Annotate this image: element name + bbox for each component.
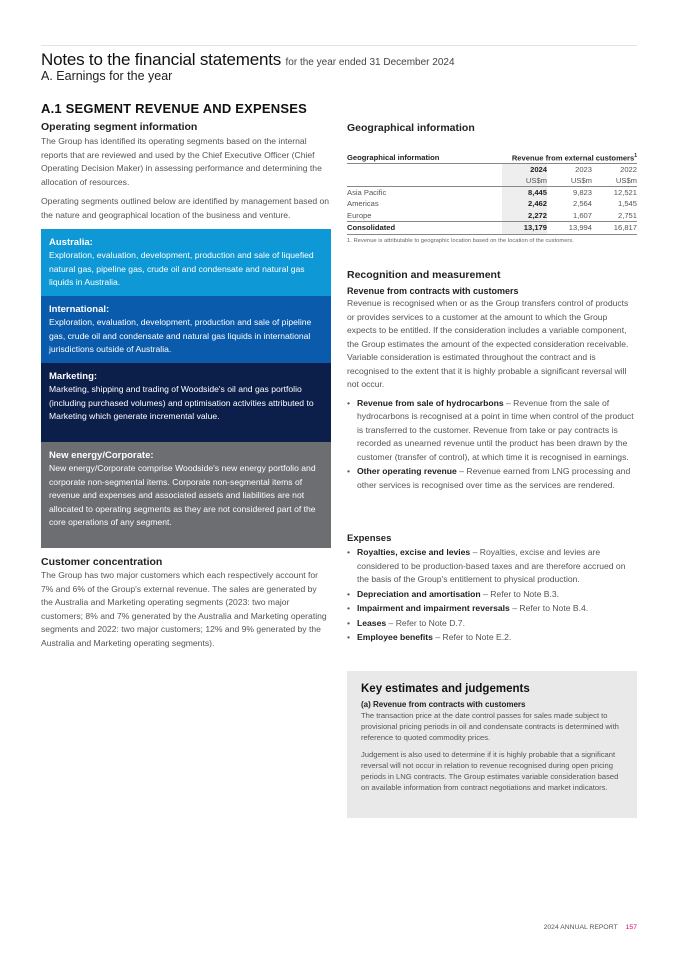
total-2024: 13,179	[502, 221, 547, 234]
recognition-subheading: Revenue from contracts with customers	[347, 286, 519, 296]
segment-title: New energy/Corporate:	[49, 450, 154, 461]
key-estimates-para-1: The transaction price at the date control passes for sales made subject to provisional pricing periods in oil and condensate contracts is determined with reference to quoted commodity prices.	[361, 711, 619, 743]
table-total-row	[347, 221, 637, 234]
list-item-term: Depreciation and amortisation	[357, 588, 481, 599]
list-item-term: Royalties, excise and levies	[357, 547, 471, 557]
segment-marketing	[41, 363, 331, 442]
list-item	[347, 465, 637, 492]
table-header-row	[347, 152, 637, 164]
recognition-para: Revenue is recognised when or as the Group transfers control of products or provides services to a customer at the amount to which the Group expects to be entitled. If the consideration includes a variable component, the Group estimates the amount of the expected consideration receivable. Variable consideration is estimated throughout the contract and is recognised to the extent that it is highly probable a significant reversal will not occur.	[347, 298, 629, 389]
unit-2024: US$m	[502, 175, 547, 187]
revenue-header	[502, 152, 637, 164]
list-item	[347, 588, 637, 602]
segment-text: Exploration, evaluation, development, production and sale of pipeline gas, crude oil and condensate and natural gas liquids in international jurisdictions outside of Australia.	[49, 317, 312, 354]
year-2022: 2022	[620, 165, 637, 174]
row-label: Americas	[347, 199, 379, 209]
unit-2023: US$m	[547, 175, 592, 187]
section-title: A.1 SEGMENT REVENUE AND EXPENSES	[41, 101, 307, 116]
cell-2022: 1,545	[617, 199, 637, 209]
segment-title: Australia:	[49, 237, 93, 248]
customer-concentration-para: The Group has two major customers which each respectively account for 7% and 6% of the Group's external revenue. The sales are generated by the Australia and Marketing operating segments (2023: two major customers; 8% and 7% generated by the Australia and Marketing operating segments and 2022: two major customers; 12% and 9% generated by the Australia and Marketing operating segments).	[41, 570, 327, 648]
total-2023: 13,994	[547, 221, 592, 234]
list-item-term: Impairment and impairment reversals	[357, 603, 510, 613]
geographical-section	[347, 122, 637, 244]
list-item	[347, 397, 637, 465]
cell-2023: 9,823	[572, 188, 592, 197]
list-item-text: – Refer to Note B.4.	[509, 603, 589, 613]
table-unit-row	[347, 175, 637, 187]
key-estimates-box	[347, 671, 637, 818]
segment-title: Marketing:	[49, 371, 98, 382]
page-number: 157	[625, 924, 637, 931]
key-estimates-title: Key estimates and judgements	[361, 683, 530, 695]
page-footer	[544, 924, 637, 931]
segment-australia	[41, 229, 331, 296]
report-name: 2024 ANNUAL REPORT	[543, 924, 618, 931]
segment-text: Exploration, evaluation, development, production and sale of liquefied natural gas, pipeline gas, crude oil and condensate and natural gas liquids in Australia.	[49, 250, 314, 287]
year-2023: 2023	[575, 165, 592, 174]
table-footnote: 1. Revenue is attributable to geographic location based on the location of the customers.	[347, 237, 574, 244]
table-year-row	[347, 164, 637, 176]
cell-2024: 2,272	[502, 210, 547, 222]
list-item-text: – Refer to Note E.2.	[432, 632, 512, 642]
geographical-table	[347, 152, 637, 235]
page-subtitle: A. Earnings for the year	[41, 69, 173, 83]
cell-2023: 1,607	[572, 210, 592, 220]
list-item-term: Leases	[357, 617, 387, 628]
operating-segment-para-1: The Group has identified its operating segments based on the internal reports that are reviewed and used by the Chief Executive Officer (Chief Operating Decision Maker) in assessing performance and determining the allocation of resources.	[41, 136, 322, 187]
segment-text: Marketing, shipping and trading of Woodside's oil and gas portfolio (including purchased volumes) and optimisation activities attributed to Marketing which generate incremental value.	[49, 384, 314, 421]
page-title	[41, 50, 455, 70]
revenue-header-text: Revenue from external customers	[511, 153, 635, 163]
list-item-text: – Refer to Note D.7.	[386, 617, 465, 628]
total-2022: 16,817	[592, 221, 637, 234]
page-period: for the year ended 31 December 2024	[285, 57, 455, 68]
segment-international	[41, 296, 331, 363]
header-rule	[41, 45, 637, 46]
expenses-list	[347, 546, 637, 645]
list-item-term: Employee benefits	[357, 632, 433, 642]
segment-text: New energy/Corporate comprise Woodside's new energy portfolio and corporate non-segmental items. Corporate non-segmental items of revenue and expenses and associated assets and liabilities are not allocated to operating segments as they are not considered part of the core operations of any segment.	[49, 463, 316, 527]
year-2024: 2024	[502, 164, 547, 176]
list-item	[347, 617, 637, 631]
segment-title: International:	[49, 304, 110, 315]
cell-2024: 8,445	[502, 187, 547, 199]
geographical-heading: Geographical information	[347, 122, 475, 134]
row-label: Asia Pacific	[347, 188, 387, 197]
left-column	[41, 121, 331, 650]
list-item-term: Other operating revenue	[357, 466, 457, 476]
total-label: Consolidated	[347, 221, 502, 234]
recognition-list	[347, 397, 637, 493]
list-item-text: – Refer to Note B.3.	[480, 588, 560, 599]
expenses-section	[347, 533, 637, 646]
table-row	[347, 210, 637, 222]
key-estimates-para-2: Judgement is also used to determine if it is highly probable that a significant reversal will not occur in relation to revenue recognised during open pricing periods in LNG contracts. The Group estimates variable consideration based on available information from contract negotiations and market indicators.	[361, 749, 619, 793]
footnote-marker: 1	[634, 152, 637, 159]
operating-segment-para-2: Operating segments outlined below are identified by management based on the nature and geographical location of the business and venture.	[41, 196, 330, 220]
table-row	[347, 198, 637, 210]
list-item	[347, 602, 637, 616]
list-item	[347, 546, 637, 587]
cell-2022: 12,521	[613, 188, 637, 197]
cell-2024: 2,462	[502, 198, 547, 210]
key-estimates-subheading: (a) Revenue from contracts with customers	[361, 700, 526, 709]
table-row	[347, 187, 637, 199]
row-label: Europe	[347, 210, 372, 220]
table-label: Geographical information	[347, 152, 502, 164]
expenses-heading: Expenses	[347, 533, 392, 544]
customer-concentration-heading: Customer concentration	[41, 556, 163, 568]
list-item	[347, 631, 637, 645]
list-item-term: Revenue from sale of hydrocarbons	[357, 397, 504, 408]
page-title-text: Notes to the financial statements	[41, 50, 282, 69]
list-item-text: – Revenue from the sale of hydrocarbons is recognised at a point in time when control of the product is transferred to the customer. Revenue from take or pay contracts is recorded as unearned revenue until the product has been drawn by the customer (transfer of control), at which time it is recognised in earnings.	[357, 397, 634, 462]
unit-2022: US$m	[592, 175, 637, 187]
cell-2022: 2,751	[617, 210, 637, 220]
list-item-text: – Royalties, excise and levies are considered to be production-based taxes and are therefore accrued on the basis of the Group's entitlement to physical production.	[357, 547, 626, 584]
cell-2023: 2,564	[572, 199, 592, 209]
recognition-heading: Recognition and measurement	[347, 269, 501, 281]
list-item-text: – Revenue earned from LNG processing and other services is recognised over time as the services are rendered.	[357, 466, 631, 490]
segment-new-energy-corporate	[41, 442, 331, 548]
operating-segment-heading: Operating segment information	[41, 121, 198, 133]
recognition-section	[347, 269, 637, 493]
